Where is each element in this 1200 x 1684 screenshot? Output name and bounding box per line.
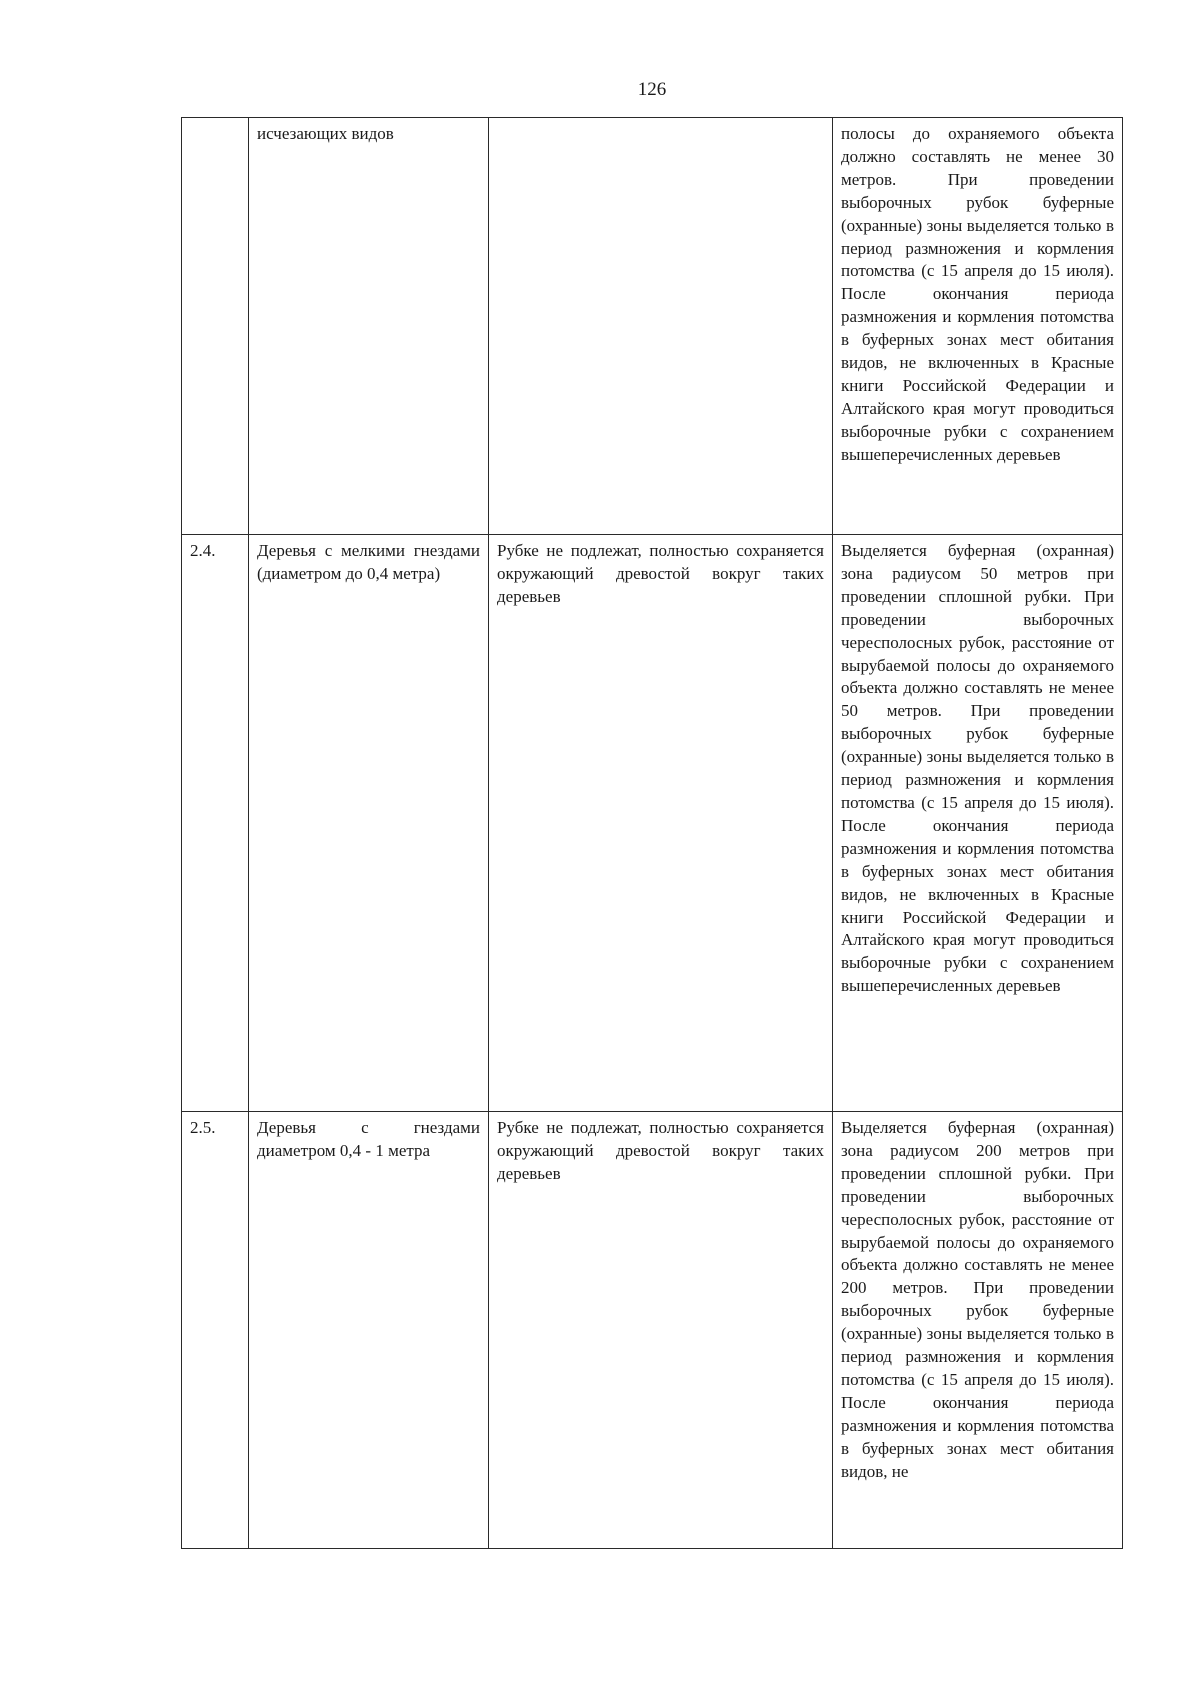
page-number: 126 [637,79,667,100]
requirement-cell [489,118,833,535]
note-cell: Выделяется буферная (охранная) зона радиусом 50 метров при проведении сплошной рубки. При проведении выборочных чересполосных рубок, расстояние от вырубаемой полосы до охраняемого объекта должно составлять не менее 50 метров. При проведении выборочных рубок буферные (охранные) зоны выделяется только в период размножения и кормления потомства (с 15 апреля до 15 июля). После окончания периода размножения и кормления потомства в буферных зонах мест обитания видов, не включенных в Красные книги Российской Федерации и Алтайского края могут проводиться выборочные рубки с сохранением вышеперечисленных деревьев [833,535,1123,1112]
row-number-cell: 2.4. [182,535,249,1112]
row-number-cell: 2.5. [182,1112,249,1549]
note-cell: Выделяется буферная (охранная) зона радиусом 200 метров при проведении сплошной рубки. При проведении выборочных чересполосных рубок, расстояние от вырубаемой полосы до охраняемого объекта должно составлять не менее 200 метров. При проведении выборочных рубок буферные (охранные) зоны выделяется только в период размножения и кормления потомства (с 15 апреля до 15 июля). После окончания периода размножения и кормления потомства в буферных зонах мест обитания видов, не [833,1112,1123,1549]
object-name-cell: исчезающих видов [249,118,489,535]
requirement-cell: Рубке не подлежат, полностью сохраняется окружающий древостой вокруг таких деревьев [489,1112,833,1549]
table-row [182,118,1123,535]
row-number-cell [182,118,249,535]
note-cell: полосы до охраняемого объекта должно составлять не менее 30 метров. При проведении выборочных рубок буферные (охранные) зоны выделяется только в период размножения и кормления потомства (с 15 апреля до 15 июля). После окончания периода размножения и кормления потомства в буферных зонах мест обитания видов, не включенных в Красные книги Российской Федерации и Алтайского края могут проводиться выборочные рубки с сохранением вышеперечисленных деревьев [833,118,1123,535]
object-name-cell: Деревья с гнездами диаметром 0,4 - 1 метра [249,1112,489,1549]
regulations-table [181,117,1123,1549]
table-row [182,535,1123,1112]
requirement-cell: Рубке не подлежат, полностью сохраняется окружающий древостой вокруг таких деревьев [489,535,833,1112]
table-row [182,1112,1123,1549]
object-name-cell: Деревья с мелкими гнездами (диаметром до 0,4 метра) [249,535,489,1112]
